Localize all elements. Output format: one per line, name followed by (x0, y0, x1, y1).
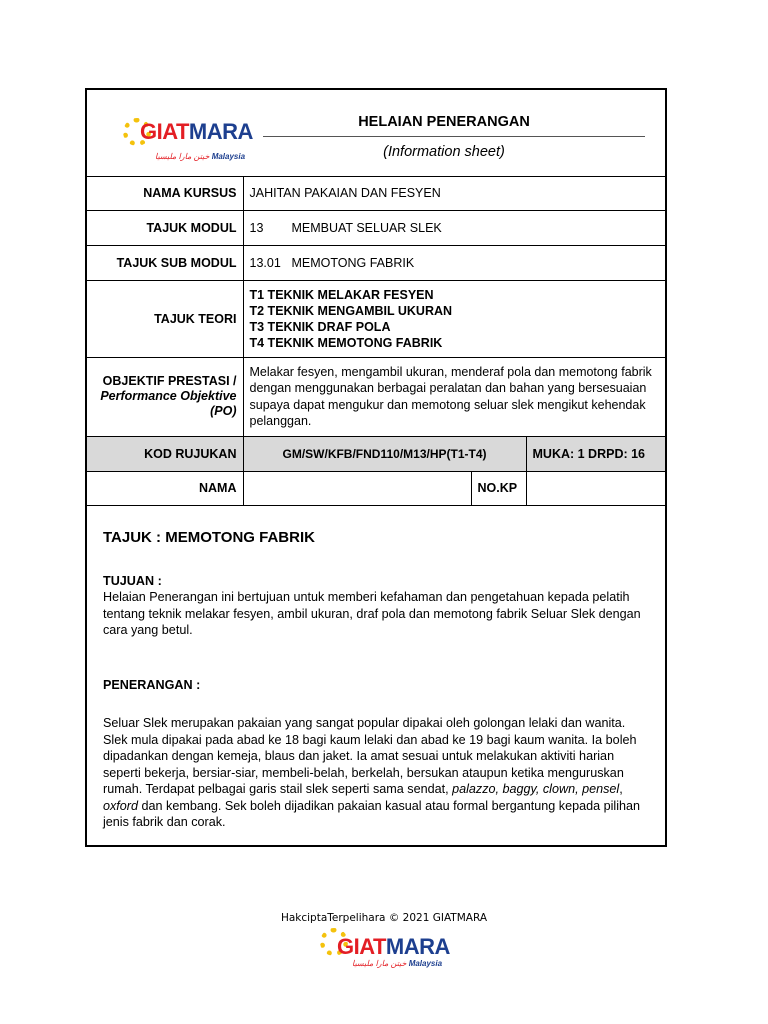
nama-kursus-label: NAMA KURSUS (87, 176, 243, 210)
kod-rujukan-label: KOD RUJUKAN (87, 436, 243, 471)
tujuan-text: Helaian Penerangan ini bertujuan untuk memberi kefahaman dan pengetahuan kepada pelatih tentang teknik melakar fesyen, ambil ukuran, draf pola dan memotong fabrik Seluar Slek dengan cara yang betul. (103, 590, 641, 637)
body-content (103, 530, 653, 831)
title-cell (243, 90, 665, 176)
giatmara-logo: GIATMARA خيتن مارا مليسيا Malaysia (123, 118, 258, 168)
tajuk-modul-value: 13 MEMBUAT SELUAR SLEK (243, 210, 665, 245)
nokp-label: NO.KP (471, 471, 526, 505)
objektif-value: Melakar fesyen, mengambil ukuran, menderaf pola dan memotong fabrik dengan menggunakan berbagai peralatan dan bahan yang bersesuaian supaya dapat mengukur dan memotong seluar slek mengikut kehendak pelanggan. (243, 357, 665, 436)
logo-cell (87, 90, 253, 176)
sub-modul-label: TAJUK SUB MODUL (87, 245, 243, 280)
list-item: T3 TEKNIK DRAF POLA (249, 319, 391, 334)
page-count: MUKA: 1 DRPD: 16 (526, 436, 665, 471)
title-divider (263, 136, 645, 137)
section-title: TAJUK : MEMOTONG FABRIK (103, 529, 315, 546)
document-frame (85, 88, 667, 847)
footer-logo: GIATMARA خيتن مارا مليسيا Malaysia (320, 928, 450, 973)
list-item: T1 TEKNIK MELAKAR FESYEN (249, 287, 434, 302)
header-table (87, 90, 665, 506)
sub-modul-value: 13.01 MEMOTONG FABRIK (243, 245, 665, 280)
penerangan-heading: PENERANGAN : (103, 677, 201, 692)
nama-field[interactable] (243, 471, 471, 505)
objektif-label: OBJEKTIF PRESTASI / Performance Objektive (PO) (87, 357, 243, 436)
footer-copyright: HakciptaTerpelihara © 2021 GIATMARA (280, 912, 488, 924)
nama-kursus-value: JAHITAN PAKAIAN DAN FESYEN (243, 176, 665, 210)
kod-rujukan-value: GM/SW/KFB/FND110/M13/HP(T1-T4) (243, 436, 526, 471)
tujuan-heading: TUJUAN : (103, 573, 162, 588)
teori-list (243, 280, 665, 357)
nama-label: NAMA (87, 471, 243, 505)
tajuk-teori-label: TAJUK TEORI (87, 280, 243, 357)
nokp-field[interactable] (526, 471, 665, 505)
penerangan-text: Seluar Slek merupakan pakaian yang sangat popular dipakai oleh golongan lelaki dan wanita. Slek mula dipakai pada abad ke 18 bagi kaum lelaki dan abad ke 19 bagi kaum wanita. Ia boleh dipadankan dengan kemeja, blaus dan jaket. Ia amat sesuai untuk melakukan aktiviti harian seperti bekerja, bersiar-siar, membeli-belah, berkelah, bersukan ataupun ketika menguruskan rumah. Terdapat pelbagai garis stail slek seperti sama sendat, palazzo, baggy, clown, pensel, oxford dan kembang. Sek boleh dijadikan pakaian kasual atau formal bergantung kepada pilihan jenis fabrik dan corak. (103, 716, 641, 829)
list-item: T4 TEKNIK MEMOTONG FABRIK (249, 335, 443, 350)
tajuk-modul-label: TAJUK MODUL (87, 210, 243, 245)
list-item: T2 TEKNIK MENGAMBIL UKURAN (249, 303, 453, 318)
page-subtitle: (Information sheet) (383, 144, 505, 160)
page-title: HELAIAN PENERANGAN (358, 114, 530, 130)
